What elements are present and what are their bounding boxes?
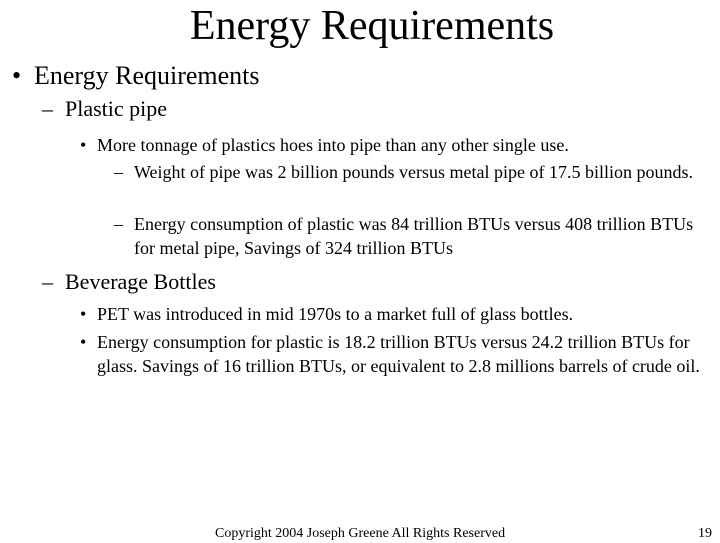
bullet-marker: •	[80, 304, 87, 324]
point-text: More tonnage of plastics hoes into pipe than any other single use.	[97, 135, 569, 155]
point-pet-introduced	[80, 302, 710, 326]
dash-marker: –	[114, 214, 123, 234]
point-tonnage	[80, 133, 710, 157]
subpoint-text: Energy consumption of plastic was 84 trillion BTUs versus 408 trillion BTUs for metal pipe, Savings of 324 trillion BTUs	[134, 214, 694, 258]
bullet-marker: •	[80, 332, 87, 352]
point-text: PET was introduced in mid 1970s to a market full of glass bottles.	[97, 304, 574, 324]
dash-marker: –	[42, 96, 53, 121]
subpoint-weight	[114, 160, 714, 184]
bullet-marker: •	[12, 61, 22, 90]
bullet-text: Energy Requirements	[34, 61, 260, 90]
subheading-text: Plastic pipe	[65, 96, 168, 121]
subheading-text: Beverage Bottles	[65, 269, 216, 294]
subpoint-energy-consumption	[114, 212, 714, 260]
copyright-footer: Copyright 2004 Joseph Greene All Rights Reserved	[215, 526, 506, 541]
dash-marker: –	[42, 269, 53, 294]
subpoint-text: Weight of pipe was 2 billion pounds versus metal pipe of 17.5 billion pounds.	[134, 162, 693, 182]
page-number: 19	[698, 526, 712, 541]
point-energy-plastic	[80, 330, 710, 378]
point-text: Energy consumption for plastic is 18.2 trillion BTUs versus 24.2 trillion BTUs for glass. Savings of 16 trillion BTUs, or equivalent to 2.8 millions barrels of crude oil.	[97, 332, 700, 376]
slide-title: Energy Requirements	[189, 3, 555, 49]
dash-marker: –	[114, 162, 123, 182]
bullet-marker: •	[80, 135, 87, 155]
